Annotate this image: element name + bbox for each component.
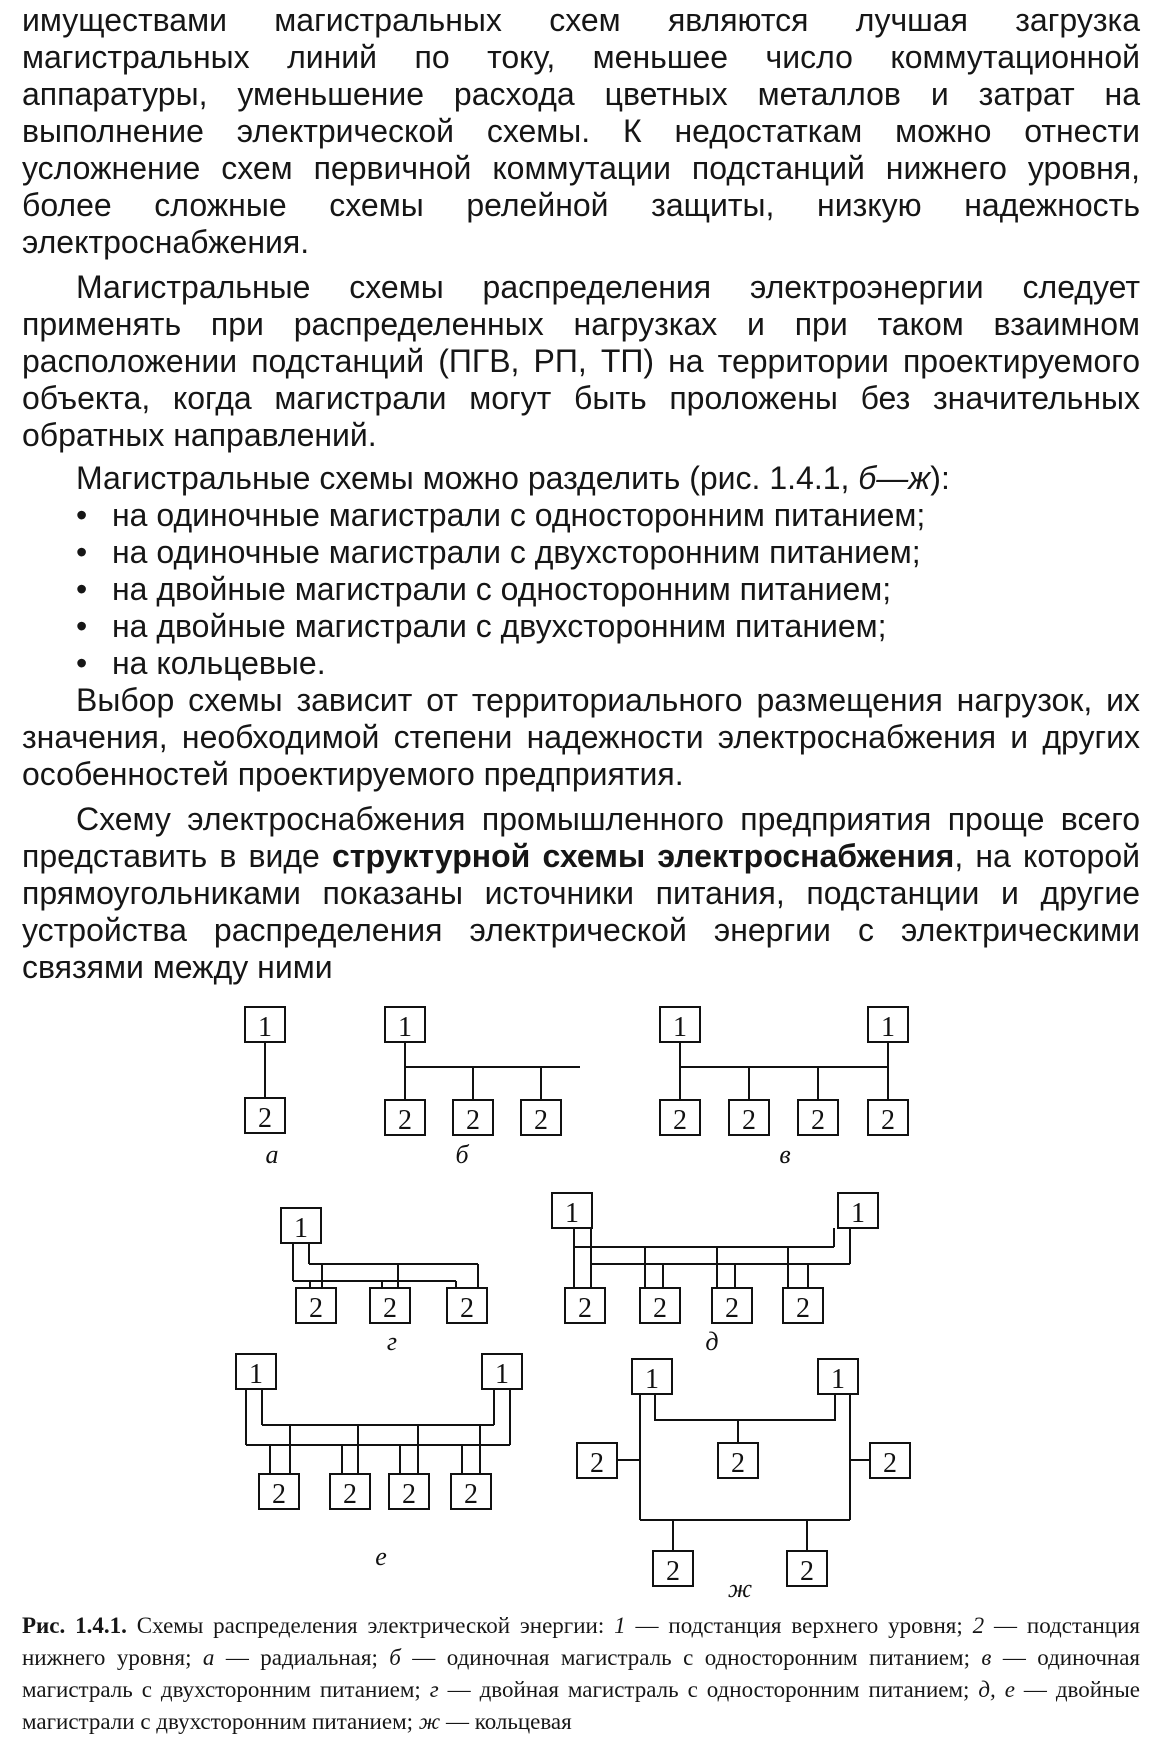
box-label: 2 (258, 1103, 272, 1134)
list-item (76, 645, 1140, 682)
list-item (76, 497, 1140, 534)
list-item-text: на одиночные магистрали с двухсторонним питанием; (112, 534, 921, 570)
scheme-label-v: в (779, 1140, 791, 1169)
figure-1-4-1 (0, 980, 1172, 1600)
box-label: 2 (398, 1105, 412, 1136)
box-label: 2 (590, 1448, 604, 1479)
caption-term: 1 (614, 1613, 626, 1638)
caption-term: а (202, 1645, 215, 1670)
scheme-label-a: а (265, 1140, 279, 1169)
box-label: 2 (272, 1479, 286, 1510)
caption-text: Схемы распределения электрической энергии: (126, 1613, 615, 1638)
caption-label: Рис. 1.4.1. (22, 1613, 127, 1638)
list-intro-text: Магистральные схемы можно разделить (рис. 1.4.1, (76, 460, 859, 496)
box-label: 1 (249, 1359, 263, 1390)
box-label: 2 (883, 1448, 897, 1479)
caption-text: — одиночная магистраль с двухсторонним питанием; (22, 1645, 1140, 1702)
list-item (76, 608, 1140, 645)
caption-text: — одиночная магистраль с односторонним питанием; (400, 1645, 982, 1670)
scheme-label-e: е (375, 1542, 387, 1571)
scheme-label-zh: ж (727, 1574, 753, 1600)
paragraph-structural (22, 801, 1140, 986)
box-label: 2 (460, 1293, 474, 1324)
box-label: 2 (881, 1105, 895, 1136)
paragraph-list-intro (22, 460, 1140, 497)
box-label: 2 (343, 1479, 357, 1510)
box-label: 1 (831, 1364, 845, 1395)
list-item (76, 534, 1140, 571)
scheme-a (245, 1007, 285, 1169)
figure-caption (22, 1610, 1140, 1738)
list-item-text: на кольцевые. (112, 645, 326, 681)
box-label: 2 (653, 1293, 667, 1324)
box-label: 2 (673, 1105, 687, 1136)
bullet-icon: • (76, 608, 88, 644)
list-intro-figure-ref: б—ж (858, 460, 931, 496)
paragraph-advantages: имуществами магистральных схем являются лучшая загрузка магистральных линий по току, меньшее число коммутационной аппаратуры, уменьшение расхода цветных металлов и затрат на выполнение электрической схемы. К недостаткам можно отнести усложнение схем первичной коммутации подстанций нижнего уровня, более сложные схемы релейной защиты, низкую надежность электроснабжения. (22, 2, 1140, 260)
scheme-types-list (22, 497, 1140, 682)
box-label: 1 (673, 1012, 687, 1043)
box-label: 2 (466, 1105, 480, 1136)
caption-term: 2 (972, 1613, 985, 1638)
box-label: 1 (881, 1012, 895, 1043)
list-item (76, 571, 1140, 608)
caption-text: — двойная магистраль с односторонним питанием; (438, 1677, 979, 1702)
box-label: 1 (565, 1198, 579, 1229)
caption-text: — подстанция нижнего уровня; (22, 1613, 1141, 1670)
caption-term: в (981, 1645, 992, 1670)
box-label: 1 (294, 1213, 308, 1244)
structural-term: структурной схемы электроснабжения (332, 838, 955, 874)
scheme-b (385, 1007, 580, 1169)
box-label: 2 (383, 1293, 397, 1324)
structural-text-end: , на которой прямоугольниками показаны источники питания, подстанции и другие устройства распределения электрической энергии с электрическими связями между ними (22, 838, 1141, 985)
scheme-label-d: д (705, 1327, 719, 1356)
scheme-v (660, 1007, 908, 1169)
box-label: 1 (645, 1364, 659, 1395)
caption-term: г (429, 1677, 439, 1702)
upper-link-line (655, 1394, 835, 1420)
box-label: 2 (742, 1105, 756, 1136)
box-label: 2 (402, 1479, 416, 1510)
box-label: 2 (731, 1448, 745, 1479)
scheme-g (281, 1208, 487, 1356)
box-label: 2 (578, 1293, 592, 1324)
scheme-label-g: г (386, 1327, 398, 1356)
bullet-icon: • (76, 534, 88, 570)
caption-term: ж (418, 1709, 441, 1734)
box-label: 2 (796, 1293, 810, 1324)
box-label: 1 (258, 1012, 272, 1043)
box-label: 2 (725, 1293, 739, 1324)
caption-text: — двойные магистрали с двухсторонним питанием; (22, 1677, 1141, 1734)
paragraph-application: Магистральные схемы распределения электроэнергии следует применять при распределенных нагрузках и при таком взаимном расположении подстанций (ПГВ, РП, ТП) на территории проектируемого объекта, когда магистрали могут быть проложены без значительных обратных направлений. (22, 269, 1140, 453)
scheme-zh (577, 1359, 910, 1600)
caption-text: — подстанция верхнего уровня; (625, 1613, 973, 1638)
box-label: 2 (666, 1556, 680, 1587)
list-item-text: на двойные магистрали с односторонним питанием; (112, 571, 892, 607)
caption-term: б (389, 1645, 401, 1670)
box-label: 1 (851, 1198, 865, 1229)
list-item-text: на двойные магистрали с двухсторонним питанием; (112, 608, 887, 644)
paragraph-choice: Выбор схемы зависит от территориального размещения нагрузок, их значения, необходимой степени надежности электроснабжения и других особенностей проектируемого предприятия. (22, 682, 1140, 792)
scheme-d (552, 1193, 878, 1356)
bullet-icon: • (76, 497, 88, 533)
list-intro-end: ): (930, 460, 950, 496)
structural-text-start: Схему электроснабжения промышленного предприятия проще всего представить в виде (22, 801, 1140, 874)
box-label: 2 (464, 1479, 478, 1510)
caption-text: — кольцевая (440, 1709, 572, 1734)
bullet-icon: • (76, 571, 88, 607)
list-item-text: на одиночные магистрали с односторонним питанием; (112, 497, 926, 533)
box-label: 2 (811, 1105, 825, 1136)
scheme-label-b: б (455, 1140, 469, 1169)
scheme-e (236, 1354, 522, 1571)
caption-text: — радиальная; (214, 1645, 390, 1670)
caption-term: д, е (978, 1677, 1015, 1702)
bullet-icon: • (76, 645, 88, 681)
body-text (22, 2, 1140, 986)
box-label: 1 (398, 1012, 412, 1043)
box-label: 1 (495, 1359, 509, 1390)
box-label: 2 (309, 1293, 323, 1324)
box-label: 2 (534, 1105, 548, 1136)
box-label: 2 (800, 1556, 814, 1587)
